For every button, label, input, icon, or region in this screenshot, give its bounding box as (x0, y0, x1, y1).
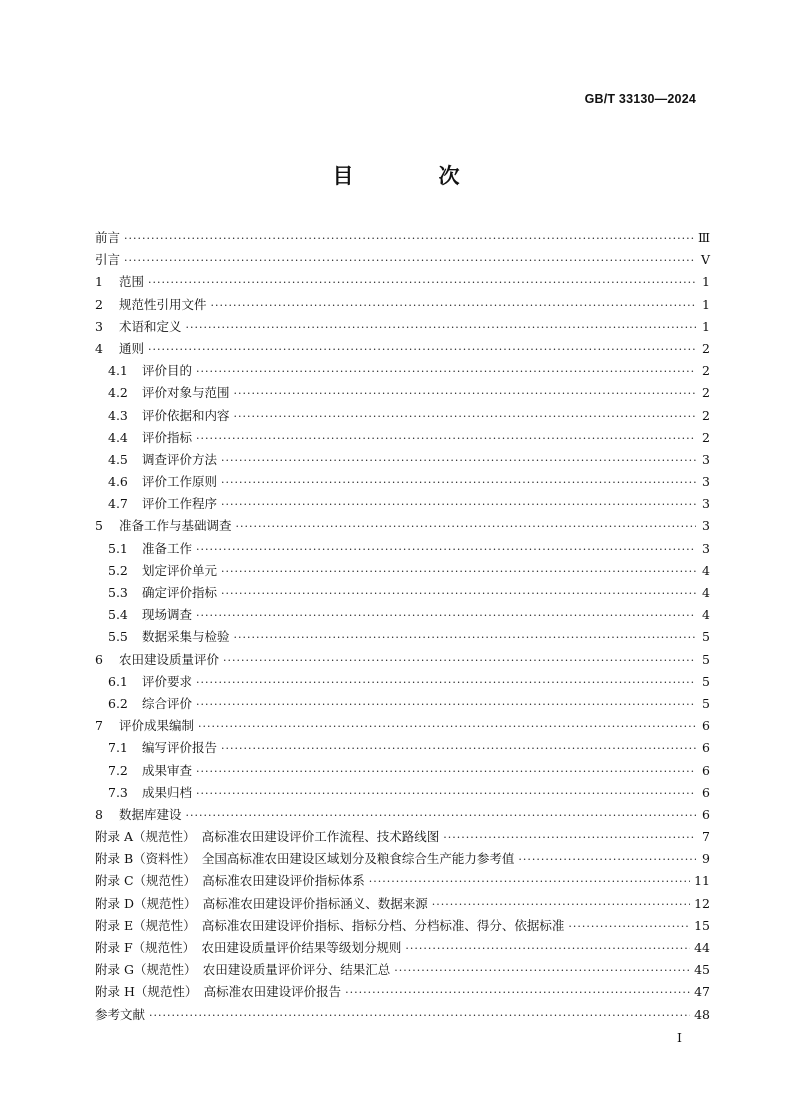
toc-entry-number: 4.5 (108, 451, 128, 467)
toc-entry-label: 评价工作原则 (142, 474, 218, 490)
toc-entry-page: 4 (702, 585, 710, 600)
toc-entry-page: 6 (702, 762, 710, 778)
toc-entry-page: 48 (694, 1006, 710, 1022)
dot-leader (443, 831, 696, 844)
toc-entry[interactable] (95, 317, 710, 339)
toc-entry-page: 1 (702, 318, 710, 334)
toc-entry-label: 引言 (95, 252, 121, 268)
toc-entry-number: 6.2 (108, 695, 128, 711)
toc-entry-number: 5.4 (108, 607, 128, 623)
toc-entry-number: 5.3 (108, 585, 128, 600)
dot-leader (221, 565, 696, 578)
toc-entry-number: 5 (95, 518, 103, 534)
toc-entry-label: 通则 (119, 340, 145, 356)
toc-entry-page: 2 (702, 385, 710, 401)
toc-entry[interactable] (95, 627, 710, 649)
toc-entry[interactable] (95, 516, 710, 538)
toc-entry[interactable] (95, 672, 710, 694)
dot-leader (236, 520, 696, 533)
dot-leader (234, 410, 696, 423)
toc-entry-number: 7.3 (108, 784, 128, 800)
dot-leader (196, 676, 696, 689)
toc-entry-label: 评价要求 (142, 673, 193, 689)
toc-entry-number: 8 (95, 806, 103, 822)
toc-entry-number: 6.1 (108, 673, 128, 689)
toc-entry[interactable] (95, 494, 710, 516)
dot-leader (196, 432, 696, 445)
toc-entry-page: 2 (702, 429, 710, 445)
toc-entry[interactable] (95, 406, 710, 428)
toc-entry-label: 附录 E（规范性） 高标准农田建设评价指标、指标分档、分档标准、得分、依据标准 (95, 917, 565, 933)
dot-leader (568, 920, 690, 933)
dot-leader (432, 898, 690, 911)
toc-entry-page: 3 (702, 540, 710, 556)
toc-entry[interactable] (95, 982, 710, 1004)
toc-entry[interactable] (95, 561, 710, 583)
dot-leader (196, 365, 696, 378)
toc-entry-page: 5 (702, 673, 710, 689)
toc-entry-page: 4 (702, 562, 710, 578)
toc-entry-number: 5.1 (108, 540, 128, 556)
toc-entry[interactable] (95, 938, 710, 960)
dot-leader (148, 276, 696, 289)
toc-entry-page: 1 (702, 274, 710, 290)
toc-entry-label: 成果审查 (142, 762, 193, 778)
toc-entry[interactable] (95, 694, 710, 716)
toc-entry[interactable] (95, 539, 710, 561)
toc-entry[interactable] (95, 960, 710, 982)
toc-entry-page: 3 (702, 474, 710, 490)
toc-entry-label: 成果归档 (142, 784, 193, 800)
toc-entry-page: 5 (702, 651, 710, 667)
toc-entry-page: 6 (702, 806, 710, 822)
toc-entry-label: 附录 D（规范性） 高标准农田建设评价指标涵义、数据来源 (95, 895, 428, 911)
toc-entry[interactable] (95, 361, 710, 383)
toc-entry-number: 1 (95, 274, 103, 290)
toc-entry-label: 综合评价 (142, 695, 193, 711)
toc-entry-page: 4 (702, 607, 710, 623)
toc-entry-number: 4 (95, 340, 103, 356)
toc-entry[interactable] (95, 827, 710, 849)
toc-entry[interactable] (95, 472, 710, 494)
toc-entry-number: 5.2 (108, 562, 128, 578)
page-title: 目 次 (332, 163, 492, 188)
dot-leader (196, 787, 696, 800)
toc-entry-page: Ⅴ (700, 252, 710, 268)
toc-entry-label: 评价目的 (142, 363, 193, 379)
toc-entry-number: 2 (95, 296, 103, 312)
toc-entry[interactable] (95, 805, 710, 827)
dot-leader (221, 587, 696, 600)
dot-leader (221, 476, 696, 489)
toc-entry[interactable] (95, 383, 710, 405)
toc-entry-label: 准备工作 (142, 540, 193, 556)
toc-entry-label: 编写评价报告 (142, 740, 218, 756)
toc-entry-label: 评价指标 (142, 429, 193, 445)
toc-entry-label: 附录 H（规范性） 高标准农田建设评价报告 (95, 984, 342, 1000)
toc-entry[interactable] (95, 849, 710, 871)
dot-leader (394, 964, 690, 977)
toc-entry-label: 术语和定义 (119, 318, 182, 334)
toc-entry[interactable] (95, 250, 710, 272)
dot-leader (186, 321, 696, 334)
dot-leader (345, 986, 690, 999)
toc-entry-label: 农田建设质量评价 (119, 651, 220, 667)
toc-entry[interactable] (95, 871, 710, 893)
dot-leader (518, 853, 696, 866)
toc-entry-label: 附录 B（资料性） 全国高标准农田建设区域划分及粮食综合生产能力参考值 (95, 851, 515, 867)
toc-entry-label: 附录 F（规范性） 农田建设质量评价结果等级划分规则 (95, 940, 402, 955)
toc-entry-number: 4.7 (108, 496, 128, 512)
toc-entry-label: 划定评价单元 (142, 562, 218, 578)
dot-leader (221, 742, 696, 755)
toc-entry[interactable] (95, 716, 710, 738)
toc-entry-number: 4.3 (108, 407, 128, 423)
toc-entry-number: 6 (95, 651, 103, 667)
toc-entry[interactable] (95, 783, 710, 805)
toc-entry-page: 3 (702, 451, 710, 467)
toc-entry-page: 2 (702, 407, 710, 423)
toc-entry[interactable] (95, 916, 710, 938)
dot-leader (196, 698, 696, 711)
toc-entry-number: 7.1 (108, 740, 128, 756)
toc-entry-label: 附录 G（规范性） 农田建设质量评价评分、结果汇总 (95, 962, 391, 978)
table-of-contents (95, 228, 710, 1027)
toc-entry[interactable] (95, 894, 710, 916)
toc-entry-page: 7 (702, 829, 710, 845)
toc-entry-label: 现场调查 (142, 607, 193, 623)
dot-leader (196, 543, 696, 556)
dot-leader (211, 299, 696, 312)
toc-entry[interactable] (95, 272, 710, 294)
dot-leader (149, 1009, 690, 1022)
toc-entry-page: 11 (694, 873, 710, 889)
dot-leader (124, 232, 694, 245)
dot-leader (196, 609, 696, 622)
toc-entry[interactable] (95, 605, 710, 627)
dot-leader (405, 942, 690, 955)
toc-entry-label: 数据采集与检验 (142, 629, 230, 645)
toc-entry[interactable] (95, 228, 710, 250)
toc-entry[interactable] (95, 295, 710, 317)
toc-entry[interactable] (95, 1005, 710, 1027)
toc-entry-label: 参考文献 (95, 1006, 146, 1022)
toc-entry-page: 5 (702, 695, 710, 711)
toc-entry-page: 3 (702, 518, 710, 534)
toc-entry-number: 3 (95, 318, 103, 334)
toc-entry-number: 4.6 (108, 474, 128, 490)
dot-leader (186, 809, 696, 822)
toc-entry-label: 规范性引用文件 (119, 296, 207, 312)
toc-entry-page: 2 (702, 340, 710, 356)
toc-entry-page: 3 (702, 496, 710, 512)
toc-entry-number: 5.5 (108, 629, 128, 645)
toc-entry-page: 6 (702, 784, 710, 800)
toc-entry-label: 调查评价方法 (142, 451, 218, 467)
toc-entry-label: 评价依据和内容 (142, 407, 230, 423)
dot-leader (221, 454, 696, 467)
dot-leader (124, 254, 696, 267)
toc-entry-number: 7 (95, 718, 103, 734)
toc-entry-page: Ⅲ (697, 230, 710, 245)
toc-entry[interactable] (95, 339, 710, 361)
toc-entry-label: 评价成果编制 (119, 718, 195, 734)
toc-entry-number: 4.1 (108, 363, 128, 379)
toc-entry[interactable] (95, 450, 710, 472)
toc-entry[interactable] (95, 650, 710, 672)
toc-entry-label: 确定评价指标 (142, 585, 218, 600)
toc-entry-page: 6 (702, 740, 710, 756)
dot-leader (221, 498, 696, 511)
toc-entry[interactable] (95, 738, 710, 760)
toc-entry-page: 44 (694, 940, 710, 955)
dot-leader (234, 387, 696, 400)
dot-leader (223, 654, 696, 667)
toc-entry-label: 范围 (119, 274, 145, 290)
toc-entry-label: 准备工作与基础调查 (119, 518, 232, 534)
toc-entry-page: 45 (694, 962, 710, 978)
toc-entry[interactable] (95, 761, 710, 783)
dot-leader (369, 875, 690, 888)
dot-leader (234, 631, 696, 644)
dot-leader (196, 765, 696, 778)
toc-entry-page: 6 (702, 718, 710, 734)
toc-entry-page: 47 (694, 984, 710, 1000)
toc-entry-page: 15 (694, 917, 710, 933)
standard-code: GB/T 33130—2024 (584, 92, 696, 106)
toc-entry-label: 评价工作程序 (142, 496, 218, 512)
toc-entry-number: 4.2 (108, 385, 128, 401)
toc-entry-page: 1 (702, 296, 710, 312)
toc-entry-page: 2 (702, 363, 710, 379)
footer-page-number: I (677, 1030, 682, 1045)
toc-entry-page: 9 (702, 851, 710, 867)
toc-entry[interactable] (95, 583, 710, 605)
toc-entry-page: 5 (702, 629, 710, 645)
toc-entry[interactable] (95, 428, 710, 450)
dot-leader (148, 343, 696, 356)
toc-entry-label: 附录 C（规范性） 高标准农田建设评价指标体系 (95, 873, 365, 889)
toc-entry-number: 7.2 (108, 762, 128, 778)
toc-entry-label: 评价对象与范围 (142, 385, 230, 401)
toc-entry-label: 前言 (95, 230, 121, 245)
toc-entry-label: 附录 A（规范性） 高标准农田建设评价工作流程、技术路线图 (95, 829, 440, 845)
toc-entry-label: 数据库建设 (119, 806, 182, 822)
dot-leader (198, 720, 696, 733)
toc-entry-page: 12 (694, 895, 710, 911)
toc-entry-number: 4.4 (108, 429, 128, 445)
